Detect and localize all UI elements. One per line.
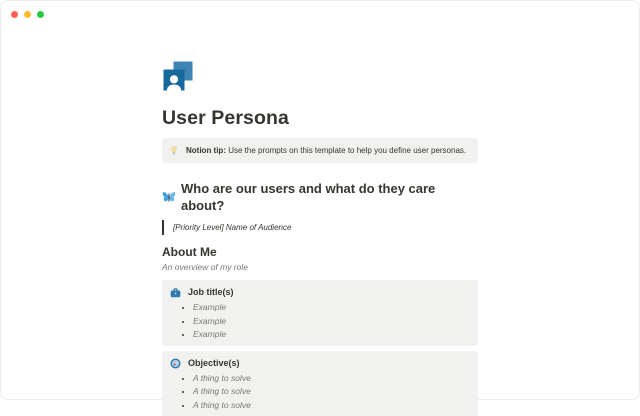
list-item[interactable]: • Example	[193, 315, 468, 329]
objectives-title: Objective(s)	[188, 357, 240, 370]
close-button[interactable]	[11, 11, 18, 18]
compass-icon	[170, 358, 181, 369]
section-heading[interactable]	[162, 180, 478, 214]
objectives-list	[170, 372, 468, 413]
lightbulb-icon	[170, 145, 178, 156]
quote-block[interactable]: [Priority Level] Name of Audience	[162, 220, 478, 235]
window-controls	[11, 11, 44, 18]
list-item[interactable]: • A thing to solve	[193, 399, 468, 413]
list-item[interactable]: • Example	[193, 328, 468, 342]
page-title[interactable]: User Persona	[162, 107, 478, 130]
briefcase-icon	[170, 288, 181, 298]
job-titles-list	[170, 301, 468, 342]
notion-tip-callout[interactable]	[162, 138, 478, 163]
callout-label: Notion tip:	[186, 146, 226, 155]
list-item[interactable]: • A thing to solve	[193, 372, 468, 386]
objectives-header	[170, 357, 468, 370]
section-heading-text: Who are our users and what do they care about?	[181, 180, 478, 214]
minimize-button[interactable]	[24, 11, 31, 18]
zoom-button[interactable]	[37, 11, 44, 18]
butterfly-icon	[162, 191, 176, 203]
page-portrait-icon[interactable]	[162, 61, 194, 93]
job-titles-header	[170, 286, 468, 299]
notion-page	[162, 1, 478, 416]
list-item[interactable]: • A thing to solve	[193, 385, 468, 399]
about-me-heading[interactable]: About Me	[162, 245, 478, 260]
job-titles-card[interactable]	[162, 280, 478, 346]
job-titles-title: Job title(s)	[188, 286, 234, 299]
list-item[interactable]: • Example	[193, 301, 468, 315]
callout-text	[186, 146, 466, 156]
objectives-card[interactable]	[162, 351, 478, 416]
about-me-subtitle[interactable]: An overview of my role	[162, 262, 478, 273]
callout-body: Use the prompts on this template to help you define user personas.	[226, 146, 466, 155]
